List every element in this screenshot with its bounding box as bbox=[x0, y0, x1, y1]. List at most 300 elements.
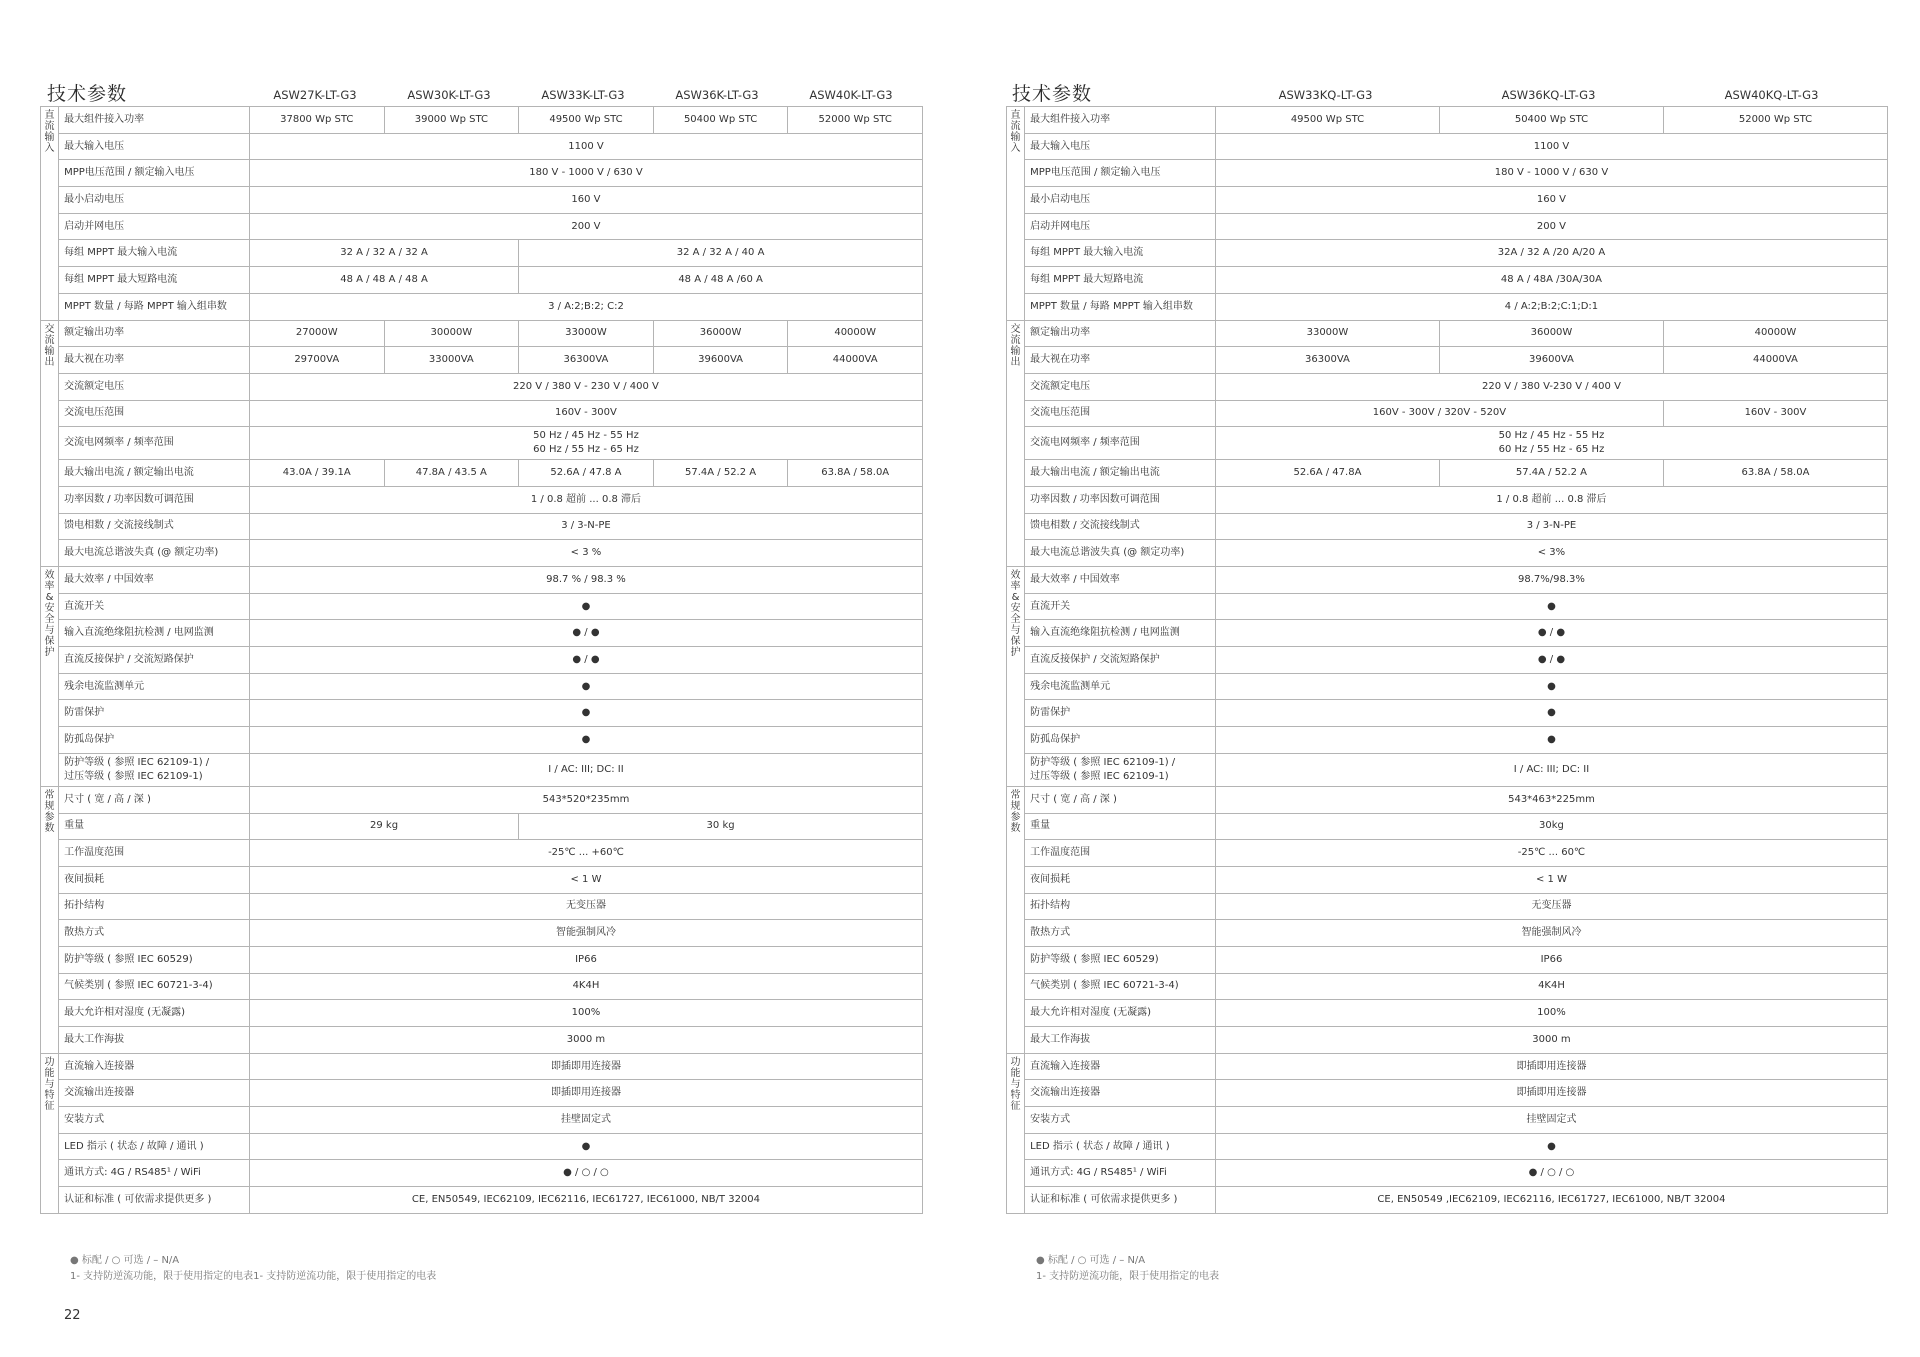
parameter-label bbox=[59, 1133, 250, 1160]
category-label: 效率&安全与保护 bbox=[1010, 570, 1021, 658]
table-row bbox=[41, 973, 923, 1000]
category-cell bbox=[1007, 786, 1025, 1053]
table-row bbox=[41, 1187, 923, 1214]
parameter-label-text: 最大电流总谐波失真 (@ 额定功率) bbox=[64, 547, 219, 559]
table-row bbox=[41, 786, 923, 813]
value-text: 100% bbox=[571, 1007, 601, 1019]
parameter-label bbox=[1025, 460, 1216, 487]
page-title: 技术参数 bbox=[47, 83, 128, 105]
value-text: ● bbox=[581, 600, 591, 612]
value-text: 160V - 300V bbox=[1744, 407, 1807, 419]
parameter-label bbox=[59, 786, 250, 813]
value-text: 63.8A / 58.0A bbox=[1741, 467, 1810, 479]
value-cell bbox=[788, 460, 923, 487]
value-cell bbox=[249, 540, 922, 567]
value-cell bbox=[249, 427, 922, 460]
value-text: 即插即用连接器 bbox=[550, 1060, 621, 1072]
category-label: 功能与特征 bbox=[44, 1056, 55, 1112]
parameter-label-text: 馈电相数 / 交流接线制式 bbox=[1030, 520, 1140, 532]
value-cell bbox=[1663, 460, 1887, 487]
value-cell bbox=[249, 1160, 922, 1187]
value-cell bbox=[249, 486, 922, 513]
parameter-label bbox=[1025, 700, 1216, 727]
value-text: 180 V - 1000 V / 630 V bbox=[1494, 167, 1609, 179]
value-cell bbox=[1215, 1107, 1887, 1134]
parameter-label bbox=[59, 620, 250, 647]
table-row bbox=[1007, 513, 1888, 540]
parameter-label-text: 气候类别 ( 参照 IEC 60721-3-4) bbox=[64, 980, 213, 992]
table-row bbox=[1007, 213, 1888, 240]
parameter-label-text: 交流电网频率 / 频率范围 bbox=[1030, 437, 1140, 449]
parameter-label bbox=[59, 400, 250, 427]
legend: ● 标配 / ○ 可选 / – N/A bbox=[1036, 1255, 1146, 1266]
value-cell bbox=[788, 347, 923, 374]
value-text: 60 Hz / 55 Hz - 65 Hz bbox=[533, 444, 639, 456]
table-row bbox=[41, 107, 923, 134]
value-cell bbox=[1439, 107, 1663, 134]
parameter-label-text: 馈电相数 / 交流接线制式 bbox=[64, 520, 174, 532]
parameter-label bbox=[59, 160, 250, 187]
value-text: 36000W bbox=[699, 327, 742, 339]
parameter-label bbox=[59, 753, 250, 786]
parameter-label bbox=[59, 513, 250, 540]
value-cell bbox=[1215, 1053, 1887, 1080]
value-cell bbox=[1215, 460, 1439, 487]
parameter-label bbox=[59, 1187, 250, 1214]
parameter-label-text: 拓扑结构 bbox=[1030, 900, 1071, 912]
parameter-label bbox=[59, 293, 250, 320]
value-cell bbox=[1215, 620, 1887, 647]
value-cell bbox=[249, 213, 922, 240]
value-text: 160V - 300V / 320V - 520V bbox=[1372, 407, 1507, 419]
parameter-label bbox=[59, 460, 250, 487]
value-cell bbox=[249, 187, 922, 214]
parameter-label-text: 拓扑结构 bbox=[64, 900, 105, 912]
table-row bbox=[41, 1133, 923, 1160]
value-text: 98.7%/98.3% bbox=[1518, 573, 1585, 585]
value-text: I / AC: III; DC: II bbox=[548, 763, 624, 775]
parameter-label-text: 最大组件接入功率 bbox=[64, 113, 145, 125]
parameter-label bbox=[1025, 920, 1216, 947]
value-text: 1100 V bbox=[568, 140, 604, 152]
parameter-label-text: 最小启动电压 bbox=[64, 193, 125, 205]
value-text: 57.4A / 52.2 A bbox=[1515, 467, 1588, 479]
value-cell bbox=[1215, 786, 1887, 813]
spec-table bbox=[40, 106, 923, 1214]
parameter-label bbox=[1025, 107, 1216, 134]
table-row bbox=[41, 1000, 923, 1027]
value-text: 63.8A / 58.0A bbox=[821, 467, 890, 479]
parameter-label-text: 额定输出功率 bbox=[64, 327, 125, 339]
parameter-label-text: 直流输入连接器 bbox=[1030, 1060, 1101, 1072]
parameter-label-text: 最大工作海拔 bbox=[64, 1033, 125, 1045]
value-text: 52000 Wp STC bbox=[1738, 113, 1813, 125]
parameter-label bbox=[59, 946, 250, 973]
table-row bbox=[1007, 1107, 1888, 1134]
value-text: 40000W bbox=[834, 327, 877, 339]
value-cell bbox=[1215, 893, 1887, 920]
value-cell bbox=[384, 460, 519, 487]
table-row bbox=[1007, 373, 1888, 400]
value-text: 挂壁固定式 bbox=[1526, 1113, 1577, 1125]
parameter-label bbox=[1025, 1027, 1216, 1054]
parameter-label bbox=[1025, 946, 1216, 973]
model-header: ASW33K-LT-G3 bbox=[541, 88, 625, 102]
table-row bbox=[41, 673, 923, 700]
table-row bbox=[41, 486, 923, 513]
parameter-label bbox=[1025, 400, 1216, 427]
value-text: < 1 W bbox=[570, 873, 602, 885]
parameter-label-text: 功率因数 / 功率因数可调范围 bbox=[64, 493, 194, 505]
value-cell bbox=[1215, 673, 1887, 700]
value-text: 48 A / 48A /30A/30A bbox=[1500, 273, 1603, 285]
value-text: 33000VA bbox=[428, 354, 474, 366]
parameter-label-text: 认证和标准 ( 可依需求提供更多 ) bbox=[64, 1193, 212, 1205]
parameter-label-text: 交流电网频率 / 频率范围 bbox=[64, 437, 174, 449]
parameter-label bbox=[59, 1107, 250, 1134]
table-row bbox=[1007, 813, 1888, 840]
value-cell bbox=[1215, 1160, 1887, 1187]
value-cell bbox=[249, 700, 922, 727]
value-text: 挂壁固定式 bbox=[560, 1113, 611, 1125]
table-row bbox=[1007, 1187, 1888, 1214]
parameter-label-text: 额定输出功率 bbox=[1030, 327, 1091, 339]
table-row bbox=[1007, 1000, 1888, 1027]
value-cell bbox=[384, 107, 519, 134]
parameter-label bbox=[1025, 1000, 1216, 1027]
value-text: 无变压器 bbox=[1531, 900, 1572, 912]
value-text: ● bbox=[1547, 600, 1556, 612]
table-row bbox=[1007, 840, 1888, 867]
table-row bbox=[1007, 973, 1888, 1000]
value-cell bbox=[249, 786, 922, 813]
table-row bbox=[1007, 240, 1888, 267]
parameter-label bbox=[59, 813, 250, 840]
value-text: ● / ○ / ○ bbox=[563, 1167, 609, 1179]
value-cell bbox=[519, 460, 654, 487]
parameter-label-text: 交流额定电压 bbox=[1030, 380, 1091, 392]
value-text: 4 / A:2;B:2;C:1;D:1 bbox=[1504, 300, 1599, 312]
value-cell bbox=[1215, 1000, 1887, 1027]
parameter-label-text: 防护等级 ( 参照 IEC 62109-1) / bbox=[1030, 756, 1176, 768]
value-text: CE, EN50549, IEC62109, IEC62116, IEC61727, IEC61000, NB/T 32004 bbox=[411, 1193, 761, 1205]
parameter-label bbox=[1025, 620, 1216, 647]
value-text: 39000 Wp STC bbox=[414, 113, 488, 125]
value-cell bbox=[519, 240, 923, 267]
value-cell bbox=[519, 267, 923, 294]
parameter-label bbox=[59, 107, 250, 134]
value-cell bbox=[1215, 513, 1887, 540]
parameter-label-text: 工作温度范围 bbox=[1030, 847, 1091, 859]
table-row bbox=[41, 1107, 923, 1134]
table-row bbox=[41, 293, 923, 320]
table-row bbox=[41, 1053, 923, 1080]
parameter-label-text: 最大允许相对湿度 (无凝露) bbox=[1030, 1007, 1152, 1019]
value-text: 220 V / 380 V - 230 V / 400 V bbox=[513, 380, 659, 392]
parameter-label-text: 通讯方式: 4G / RS485¹ / WiFi bbox=[64, 1167, 201, 1179]
value-text: 57.4A / 52.2 A bbox=[685, 467, 757, 479]
parameter-label-text: 最大组件接入功率 bbox=[1030, 113, 1111, 125]
value-cell bbox=[1215, 240, 1887, 267]
table-row bbox=[41, 187, 923, 214]
legend: ● 标配 / ○ 可选 / – N/A bbox=[70, 1255, 180, 1266]
value-text: 543*520*235mm bbox=[542, 793, 630, 805]
value-cell bbox=[1663, 320, 1887, 347]
parameter-label-text: 散热方式 bbox=[1030, 927, 1071, 939]
value-text: 49500 Wp STC bbox=[549, 113, 623, 125]
parameter-label bbox=[1025, 373, 1216, 400]
table-row bbox=[1007, 1053, 1888, 1080]
parameter-label bbox=[1025, 187, 1216, 214]
value-text: ● bbox=[1547, 707, 1556, 719]
value-cell bbox=[249, 866, 922, 893]
value-text: 48 A / 48 A / 48 A bbox=[340, 273, 428, 285]
value-cell bbox=[1215, 160, 1887, 187]
table-row bbox=[1007, 866, 1888, 893]
value-cell bbox=[1439, 320, 1663, 347]
value-text: 4K4H bbox=[572, 980, 600, 992]
value-text: -25℃ ... +60℃ bbox=[548, 847, 624, 859]
value-text: 98.7 % / 98.3 % bbox=[546, 573, 626, 585]
value-text: 39600VA bbox=[1529, 354, 1574, 366]
value-cell bbox=[1439, 347, 1663, 374]
value-cell bbox=[249, 293, 922, 320]
parameter-label-text: 防护等级 ( 参照 IEC 60529) bbox=[64, 953, 193, 965]
parameter-label-text: 交流输出连接器 bbox=[64, 1087, 135, 1099]
value-cell bbox=[1215, 347, 1439, 374]
value-cell bbox=[1215, 320, 1439, 347]
parameter-label bbox=[1025, 866, 1216, 893]
parameter-label-text: 安装方式 bbox=[64, 1113, 105, 1125]
table-row bbox=[41, 240, 923, 267]
value-text: 3000 m bbox=[1532, 1033, 1571, 1045]
table-row bbox=[41, 513, 923, 540]
parameter-label-text: 启动并网电压 bbox=[64, 220, 125, 232]
value-text: 30000W bbox=[430, 327, 473, 339]
value-text: ● bbox=[1547, 680, 1556, 692]
category-label: 交流输出 bbox=[44, 323, 55, 368]
category-cell bbox=[41, 786, 59, 1053]
value-text: 100% bbox=[1537, 1007, 1566, 1019]
value-cell bbox=[653, 460, 788, 487]
value-cell bbox=[1215, 840, 1887, 867]
value-cell bbox=[1663, 400, 1887, 427]
parameter-label-text: 最大输出电流 / 额定输出电流 bbox=[64, 467, 194, 479]
table-row bbox=[41, 133, 923, 160]
value-cell bbox=[1439, 460, 1663, 487]
parameter-label bbox=[59, 540, 250, 567]
value-text: 39600VA bbox=[698, 354, 743, 366]
parameter-label bbox=[1025, 486, 1216, 513]
parameter-label-text: LED 指示 ( 状态 / 故障 / 通讯 ) bbox=[64, 1140, 204, 1152]
parameter-label-text: 过压等级 ( 参照 IEC 62109-1) bbox=[1030, 770, 1169, 782]
value-text: 无变压器 bbox=[565, 900, 606, 912]
value-text: 1100 V bbox=[1533, 140, 1570, 152]
value-cell bbox=[653, 347, 788, 374]
table-row bbox=[1007, 293, 1888, 320]
table-row bbox=[41, 920, 923, 947]
parameter-label bbox=[1025, 727, 1216, 754]
value-cell bbox=[249, 267, 518, 294]
value-text: I / AC: III; DC: II bbox=[1513, 763, 1590, 775]
parameter-label bbox=[1025, 213, 1216, 240]
parameter-label-text: 直流输入连接器 bbox=[64, 1060, 135, 1072]
parameter-label-text: 交流电压范围 bbox=[1030, 407, 1091, 419]
parameter-label-text: 散热方式 bbox=[64, 927, 105, 939]
table-row bbox=[1007, 893, 1888, 920]
value-cell bbox=[1215, 920, 1887, 947]
table-row bbox=[1007, 727, 1888, 754]
parameter-label-text: 交流电压范围 bbox=[64, 407, 125, 419]
parameter-label-text: 防雷保护 bbox=[64, 707, 105, 719]
parameter-label-text: 直流反接保护 / 交流短路保护 bbox=[64, 653, 194, 665]
value-text: 52.6A / 47.8A bbox=[1293, 467, 1362, 479]
value-text: 50 Hz / 45 Hz - 55 Hz bbox=[533, 430, 639, 442]
parameter-label bbox=[1025, 267, 1216, 294]
value-cell bbox=[1215, 133, 1887, 160]
table-row bbox=[1007, 460, 1888, 487]
footnote: 1- 支持防逆流功能，限于使用指定的电表1- 支持防逆流功能，限于使用指定的电表 bbox=[70, 1271, 437, 1282]
parameter-label-text: 最大视在功率 bbox=[1030, 354, 1091, 366]
parameter-label bbox=[1025, 673, 1216, 700]
parameter-label-text: 最大允许相对湿度 (无凝露) bbox=[64, 1007, 186, 1019]
parameter-label-text: 每组 MPPT 最大输入电流 bbox=[64, 247, 178, 259]
category-cell bbox=[1007, 1053, 1025, 1213]
value-text: 44000VA bbox=[832, 354, 878, 366]
page-number: 22 bbox=[64, 1308, 81, 1323]
table-row bbox=[41, 593, 923, 620]
parameter-label-text: 最大效率 / 中国效率 bbox=[64, 573, 154, 585]
value-cell bbox=[1215, 593, 1887, 620]
table-row bbox=[41, 347, 923, 374]
value-cell bbox=[1215, 567, 1887, 594]
category-label: 直流输入 bbox=[44, 110, 55, 154]
value-text: < 3% bbox=[1537, 547, 1566, 559]
table-row bbox=[1007, 1080, 1888, 1107]
table-row bbox=[1007, 753, 1888, 786]
value-text: 50400 Wp STC bbox=[1514, 113, 1589, 125]
value-text: 即插即用连接器 bbox=[1516, 1060, 1587, 1072]
parameter-label bbox=[1025, 1107, 1216, 1134]
parameter-label-text: 最大输出电流 / 额定输出电流 bbox=[1030, 467, 1160, 479]
value-cell bbox=[519, 320, 654, 347]
value-cell bbox=[249, 1053, 922, 1080]
parameter-label-text: 防护等级 ( 参照 IEC 62109-1) / bbox=[64, 756, 210, 768]
value-text: 160 V bbox=[1536, 193, 1567, 205]
value-cell bbox=[249, 320, 384, 347]
model-header: ASW36K-LT-G3 bbox=[675, 88, 759, 102]
parameter-label bbox=[59, 700, 250, 727]
parameter-label-text: 残余电流监测单元 bbox=[64, 680, 145, 692]
table-row bbox=[41, 160, 923, 187]
table-row bbox=[41, 460, 923, 487]
footnote: 1- 支持防逆流功能，限于使用指定的电表 bbox=[1036, 1271, 1220, 1282]
parameter-label bbox=[1025, 973, 1216, 1000]
value-text: 200 V bbox=[1536, 220, 1567, 232]
parameter-label bbox=[1025, 813, 1216, 840]
parameter-label bbox=[59, 486, 250, 513]
value-cell bbox=[249, 753, 922, 786]
parameter-label bbox=[1025, 133, 1216, 160]
notes bbox=[70, 1253, 436, 1285]
value-cell bbox=[1215, 647, 1887, 674]
parameter-label bbox=[1025, 647, 1216, 674]
table-row bbox=[41, 700, 923, 727]
model-header: ASW33KQ-LT-G3 bbox=[1278, 88, 1373, 102]
value-text: 60 Hz / 55 Hz - 65 Hz bbox=[1498, 444, 1605, 456]
table-row bbox=[41, 1160, 923, 1187]
parameter-label bbox=[59, 1000, 250, 1027]
table-row bbox=[1007, 920, 1888, 947]
category-cell bbox=[1007, 320, 1025, 567]
parameter-label-text: 最大输入电压 bbox=[64, 140, 125, 152]
value-cell bbox=[1215, 267, 1887, 294]
value-text: CE, EN50549 ,IEC62109, IEC62116, IEC61727, IEC61000, NB/T 32004 bbox=[1377, 1193, 1726, 1205]
table-row bbox=[41, 213, 923, 240]
parameter-label-text: 直流开关 bbox=[1030, 600, 1071, 612]
table-row bbox=[1007, 427, 1888, 460]
parameter-label bbox=[1025, 1053, 1216, 1080]
value-text: 50400 Wp STC bbox=[683, 113, 758, 125]
value-cell bbox=[249, 160, 922, 187]
value-text: ● bbox=[581, 707, 591, 719]
notes bbox=[1036, 1253, 1219, 1285]
parameter-label bbox=[59, 647, 250, 674]
value-cell bbox=[249, 107, 384, 134]
value-text: 29 kg bbox=[370, 820, 399, 832]
table-row bbox=[41, 647, 923, 674]
value-cell bbox=[249, 400, 922, 427]
value-text: 36300VA bbox=[563, 354, 609, 366]
parameter-label bbox=[1025, 840, 1216, 867]
value-text: 33000W bbox=[1306, 327, 1349, 339]
value-text: 543*463*225mm bbox=[1508, 793, 1595, 805]
parameter-label bbox=[1025, 786, 1216, 813]
value-text: 220 V / 380 V-230 V / 400 V bbox=[1482, 380, 1621, 392]
value-cell bbox=[1215, 373, 1887, 400]
parameter-label bbox=[1025, 567, 1216, 594]
parameter-label bbox=[59, 1053, 250, 1080]
value-text: 智能强制风冷 bbox=[555, 927, 616, 939]
parameter-label-text: MPPT 数量 / 每路 MPPT 输入组串数 bbox=[1030, 300, 1193, 312]
parameter-label bbox=[59, 973, 250, 1000]
value-cell bbox=[1215, 700, 1887, 727]
parameter-label bbox=[1025, 293, 1216, 320]
value-text: ● / ● bbox=[572, 653, 600, 665]
value-text: 48 A / 48 A /60 A bbox=[678, 273, 763, 285]
parameter-label-text: MPP电压范围 / 额定输入电压 bbox=[64, 167, 195, 179]
parameter-label-text: 重量 bbox=[64, 820, 85, 832]
value-cell bbox=[249, 920, 922, 947]
table-row bbox=[1007, 620, 1888, 647]
value-cell bbox=[1215, 187, 1887, 214]
parameter-label bbox=[1025, 1080, 1216, 1107]
value-cell bbox=[1215, 1080, 1887, 1107]
parameter-label bbox=[1025, 240, 1216, 267]
table-row bbox=[1007, 347, 1888, 374]
parameter-label bbox=[59, 427, 250, 460]
parameter-label-text: 防孤岛保护 bbox=[64, 733, 115, 745]
table-row bbox=[1007, 133, 1888, 160]
parameter-label-text: 安装方式 bbox=[1030, 1113, 1071, 1125]
table-row bbox=[1007, 700, 1888, 727]
value-cell bbox=[249, 673, 922, 700]
value-cell bbox=[249, 460, 384, 487]
parameter-label-text: 夜间损耗 bbox=[64, 873, 105, 885]
value-text: 180 V - 1000 V / 630 V bbox=[529, 167, 643, 179]
value-cell bbox=[384, 347, 519, 374]
value-text: 27000W bbox=[295, 327, 338, 339]
